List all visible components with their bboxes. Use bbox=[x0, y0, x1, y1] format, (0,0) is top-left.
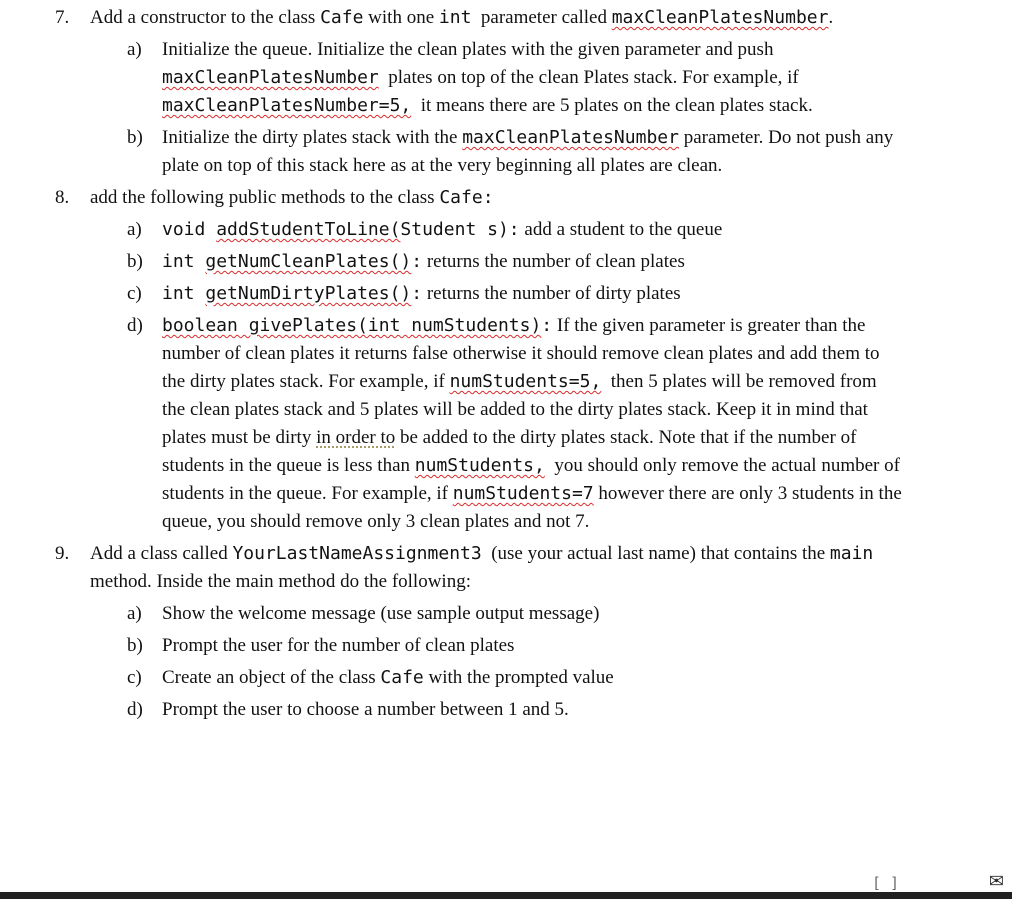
list-marker: 9. bbox=[55, 543, 70, 564]
text-run: Prompt the user for the number of clean plates bbox=[162, 635, 515, 656]
text-run: with one bbox=[363, 7, 439, 28]
list-item bbox=[0, 312, 1012, 536]
code-run: int bbox=[438, 7, 472, 28]
text-run: parameter called bbox=[471, 7, 612, 28]
document-body bbox=[0, 4, 1012, 728]
list-item-text bbox=[90, 540, 902, 596]
code-run: Student s): bbox=[400, 219, 520, 240]
list-marker: d) bbox=[127, 315, 143, 336]
list-item bbox=[0, 540, 1012, 596]
list-item bbox=[0, 184, 1012, 212]
code-run: : bbox=[411, 283, 423, 304]
text-run: Create an object of the class bbox=[162, 667, 381, 688]
text-run: (use your actual last name) that contains the bbox=[481, 543, 830, 564]
text-run: . bbox=[828, 7, 834, 28]
code-run-spellcheck: maxCleanPlatesNumber=5, bbox=[162, 95, 412, 116]
list-item-text bbox=[162, 696, 902, 724]
list-item-text bbox=[162, 632, 902, 660]
code-run: : bbox=[541, 315, 553, 336]
list-marker: a) bbox=[127, 603, 142, 624]
code-run-spellcheck: boolean givePlates(int numStudents) bbox=[162, 315, 542, 336]
list-item-text bbox=[162, 36, 902, 120]
list-marker: b) bbox=[127, 127, 143, 148]
list-item-text bbox=[162, 124, 902, 180]
code-run: YourLastNameAssignment3 bbox=[232, 543, 482, 564]
text-run: Initialize the dirty plates stack with the bbox=[162, 127, 463, 148]
list-item-text bbox=[162, 600, 902, 628]
text-run: If the given parameter is greater than the number of clean plates it returns false otherwise it should remove clean plates and add them to the dirty plates stack. For example, if bbox=[162, 315, 885, 392]
list-item bbox=[0, 124, 1012, 180]
envelope-icon: ✉ bbox=[988, 871, 1004, 891]
code-run: Cafe bbox=[320, 7, 364, 28]
text-run: it means there are 5 plates on the clean plates stack. bbox=[411, 95, 813, 116]
bottom-edge-bar bbox=[0, 892, 1012, 899]
list-item-text bbox=[162, 216, 902, 244]
list-item bbox=[0, 600, 1012, 628]
code-run: main bbox=[829, 543, 874, 564]
list-item bbox=[0, 248, 1012, 276]
code-run-spellcheck: maxCleanPlatesNumber bbox=[611, 7, 829, 28]
code-run: int bbox=[162, 251, 206, 272]
text-run: add the following public methods to the class bbox=[90, 187, 440, 208]
text-run: however there are only 3 students in the queue, you should remove only 3 clean plates and not 7. bbox=[162, 483, 907, 532]
list-item-text bbox=[162, 664, 902, 692]
list-marker: b) bbox=[127, 635, 143, 656]
text-run: Add a class called bbox=[90, 543, 233, 564]
code-run: Cafe bbox=[380, 667, 424, 688]
text-run: Show the welcome message (use sample output message) bbox=[162, 603, 600, 624]
list-item bbox=[0, 216, 1012, 244]
text-run: with the prompted value bbox=[423, 667, 614, 688]
code-run-spellcheck: maxCleanPlatesNumber bbox=[462, 127, 679, 148]
list-item-text bbox=[162, 280, 902, 308]
code-run-spellcheck: numStudents=7 bbox=[452, 483, 594, 504]
code-run: int bbox=[162, 283, 206, 304]
list-item bbox=[0, 4, 1012, 32]
list-item bbox=[0, 632, 1012, 660]
text-run: Add a constructor to the class bbox=[90, 7, 321, 28]
list-item bbox=[0, 696, 1012, 724]
code-run-spellcheck: numStudents, bbox=[414, 455, 545, 476]
object-anchor-icon: [ ] bbox=[872, 874, 900, 892]
text-run: Prompt the user to choose a number between 1 and 5. bbox=[162, 699, 569, 720]
list-item bbox=[0, 36, 1012, 120]
list-marker: 7. bbox=[55, 7, 70, 28]
list-marker: c) bbox=[127, 283, 142, 304]
text-run: you should only remove the actual number of students in the queue. For example, if bbox=[162, 455, 905, 504]
list-item-text bbox=[90, 4, 902, 32]
list-marker: a) bbox=[127, 39, 142, 60]
text-run: then 5 plates will be removed from the clean plates stack and 5 plates will be added to the dirty plates stack. Keep it in mind that plates must be dirty bbox=[162, 371, 882, 448]
code-run: : bbox=[411, 251, 423, 272]
code-run-spellcheck: numStudents=5, bbox=[449, 371, 602, 392]
text-run: Initialize the queue. Initialize the clean plates with the given parameter and push bbox=[162, 39, 779, 60]
bottom-right-marks bbox=[872, 869, 1012, 891]
list-marker: a) bbox=[127, 219, 142, 240]
list-marker: d) bbox=[127, 699, 143, 720]
code-run-spellcheck: getNumDirtyPlates() bbox=[205, 283, 412, 304]
list-item bbox=[0, 280, 1012, 308]
list-item-text bbox=[162, 248, 902, 276]
list-marker: 8. bbox=[55, 187, 70, 208]
list-item-text bbox=[90, 184, 902, 212]
code-run: Cafe: bbox=[439, 187, 494, 208]
code-run-spellcheck: getNumCleanPlates() bbox=[205, 251, 412, 272]
list-item bbox=[0, 664, 1012, 692]
text-run: plates on top of the clean Plates stack. For example, if bbox=[378, 67, 804, 88]
text-run-grammar: in order to bbox=[316, 427, 396, 448]
list-item-text bbox=[162, 312, 907, 536]
text-run: method. Inside the main method do the following: bbox=[90, 543, 883, 592]
list-marker: c) bbox=[127, 667, 142, 688]
text-run: be added to the dirty plates stack. Note that if the number of students in the queue is less than bbox=[162, 427, 862, 476]
code-run-spellcheck: maxCleanPlatesNumber bbox=[162, 67, 379, 88]
code-run-spellcheck: addStudentToLine( bbox=[216, 219, 401, 240]
text-run: returns the number of dirty plates bbox=[422, 283, 681, 304]
text-run: add a student to the queue bbox=[519, 219, 723, 240]
list-marker: b) bbox=[127, 251, 143, 272]
text-run: returns the number of clean plates bbox=[422, 251, 685, 272]
text-run: parameter. Do not push any plate on top of this stack here as at the very beginning all plates are clean. bbox=[162, 127, 898, 176]
code-run: void bbox=[162, 219, 217, 240]
